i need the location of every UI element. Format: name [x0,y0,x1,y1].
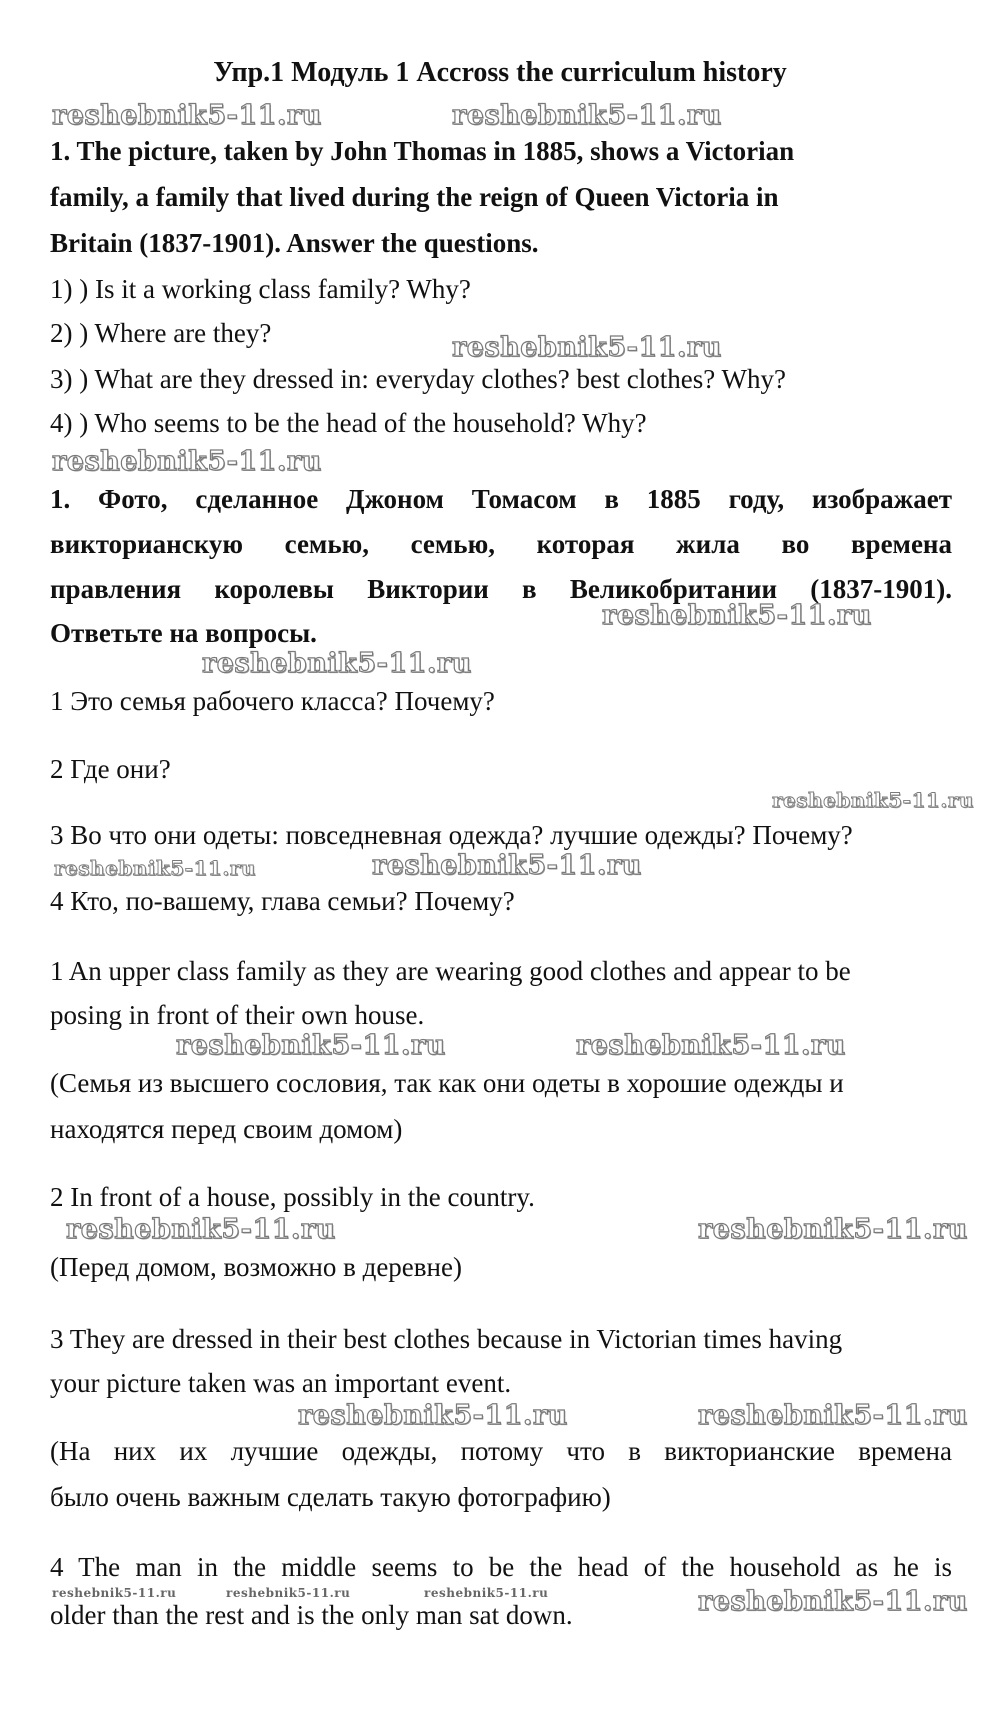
watermark: reshebnik5-11.ru [452,100,722,131]
watermark: reshebnik5-11.ru [52,1586,177,1600]
watermark: reshebnik5-11.ru [298,1400,568,1431]
watermark: reshebnik5-11.ru [698,1586,968,1617]
watermark: reshebnik5-11.ru [372,850,642,881]
answer-2-ru: (Перед домом, возможно в деревне) [50,1252,462,1282]
answer-4-en-line-1: 4 The man in the middle seems to be the head of the household as he is [50,1552,952,1582]
question-ru-4: 4 Кто, по-вашему, глава семьи? Почему? [50,886,515,916]
answer-3-ru-line-1: (На них их лучшие одежды, потому что в викторианские времена [50,1436,952,1466]
watermark: reshebnik5-11.ru [698,1400,968,1431]
task-en-line-1: 1. The picture, taken by John Thomas in 1885, shows a Victorian [50,136,795,166]
watermark: reshebnik5-11.ru [424,1586,549,1600]
watermark: reshebnik5-11.ru [176,1030,446,1061]
question-en-1: 1) ) Is it a working class family? Why? [50,274,471,304]
watermark: reshebnik5-11.ru [54,856,256,880]
watermark: reshebnik5-11.ru [226,1586,351,1600]
task-ru-line-3: правления королевы Виктории в Великобритании (1837-1901). [50,574,952,604]
watermark: reshebnik5-11.ru [52,446,322,477]
watermark: reshebnik5-11.ru [772,788,974,812]
answer-3-en-line-1: 3 They are dressed in their best clothes because in Victorian times having [50,1324,843,1354]
task-ru-line-2: викторианскую семью, семью, которая жила во времена [50,529,952,559]
answer-1-ru-line-2: находятся перед своим домом) [50,1114,403,1144]
watermark: reshebnik5-11.ru [202,648,472,679]
page-title: Упр.1 Модуль 1 Accross the curriculum history [213,57,787,88]
question-ru-2: 2 Где они? [50,754,171,784]
task-en-line-3: Britain (1837-1901). Answer the questions. [50,228,539,258]
task-ru-line-4: Ответьте на вопросы. [50,618,317,648]
question-en-3: 3) ) What are they dressed in: everyday clothes? best clothes? Why? [50,364,786,394]
watermark: reshebnik5-11.ru [66,1214,336,1245]
watermark: reshebnik5-11.ru [52,100,322,131]
answer-2-en: 2 In front of a house, possibly in the country. [50,1182,535,1212]
answer-4-en-line-2: older than the rest and is the only man sat down. [50,1600,573,1630]
answer-1-en-line-1: 1 An upper class family as they are wearing good clothes and appear to be [50,956,851,986]
watermark: reshebnik5-11.ru [698,1214,968,1245]
question-ru-1: 1 Это семья рабочего класса? Почему? [50,686,495,716]
watermark: reshebnik5-11.ru [452,332,722,363]
question-en-2: 2) ) Where are they? [50,318,272,348]
answer-1-ru-line-1: (Семья из высшего сословия, так как они одеты в хорошие одежды и [50,1068,844,1098]
task-ru-line-1: 1. Фото, сделанное Джоном Томасом в 1885 году, изображает [50,484,952,514]
answer-3-en-line-2: your picture taken was an important event. [50,1368,512,1398]
watermark: reshebnik5-11.ru [602,600,872,631]
answer-1-en-line-2: posing in front of their own house. [50,1000,425,1030]
task-en-line-2: family, a family that lived during the reign of Queen Victoria in [50,182,779,212]
watermark: reshebnik5-11.ru [576,1030,846,1061]
answer-3-ru-line-2: было очень важным сделать такую фотографию) [50,1482,611,1512]
question-en-4: 4) ) Who seems to be the head of the household? Why? [50,408,647,438]
question-ru-3: 3 Во что они одеты: повседневная одежда? лучшие одежды? Почему? [50,820,853,850]
